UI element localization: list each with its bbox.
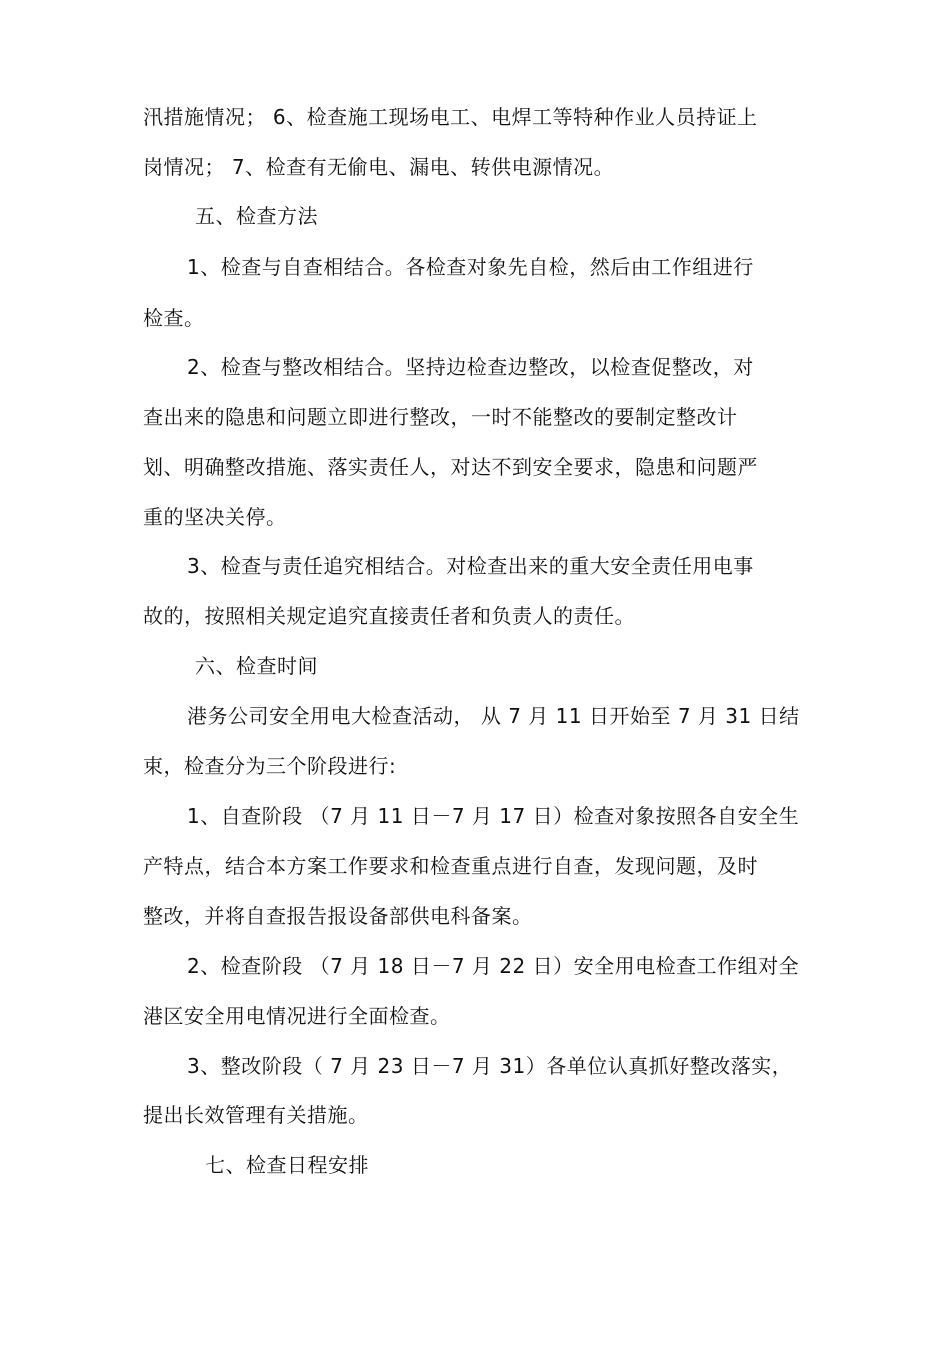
text-line: 2、检查阶段 （7 月 18 日－7 月 22 日）安全用电检查工作组对全: [187, 954, 800, 978]
text-line: 重的坚决关停。: [143, 505, 287, 529]
text-line: 划、明确整改措施、落实责任人，对达不到安全要求，隐患和问题严: [143, 455, 758, 479]
text-line: 汛措施情况； 6、检查施工现场电工、电焊工等特种作业人员持证上: [143, 105, 758, 129]
text-line: 产特点，结合本方案工作要求和检查重点进行自查，发现问题，及时: [143, 854, 758, 878]
text-line: 2、检查与整改相结合。坚持边检查边整改，以检查促整改，对: [187, 355, 754, 379]
section-heading: 七、检查日程安排: [205, 1153, 369, 1177]
text-line: 1、检查与自查相结合。各检查对象先自检，然后由工作组进行: [187, 255, 754, 279]
section-heading: 五、检查方法: [195, 204, 318, 228]
text-line: 岗情况； 7、检查有无偷电、漏电、转供电源情况。: [143, 155, 615, 179]
section-heading: 六、检查时间: [195, 654, 318, 678]
text-line: 1、自查阶段 （7 月 11 日－7 月 17 日）检查对象按照各自安全生: [187, 804, 800, 828]
text-line: 港务公司安全用电大检查活动， 从 7 月 11 日开始至 7 月 31 日结: [187, 704, 800, 728]
text-line: 查出来的隐患和问题立即进行整改，一时不能整改的要制定整改计: [143, 405, 738, 429]
text-line: 故的，按照相关规定追究直接责任者和负责人的责任。: [143, 604, 635, 628]
text-line: 提出长效管理有关措施。: [143, 1103, 369, 1127]
text-line: 整改，并将自查报告报设备部供电科备案。: [143, 904, 533, 928]
text-line: 3、检查与责任追究相结合。对检查出来的重大安全责任用电事: [187, 554, 754, 578]
text-line: 检查。: [143, 306, 205, 330]
text-line: 港区安全用电情况进行全面检查。: [143, 1004, 451, 1028]
text-line: 束，检查分为三个阶段进行:: [143, 754, 397, 778]
text-line: 3、整改阶段（ 7 月 23 日－7 月 31）各单位认真抓好整改落实，: [187, 1054, 793, 1078]
